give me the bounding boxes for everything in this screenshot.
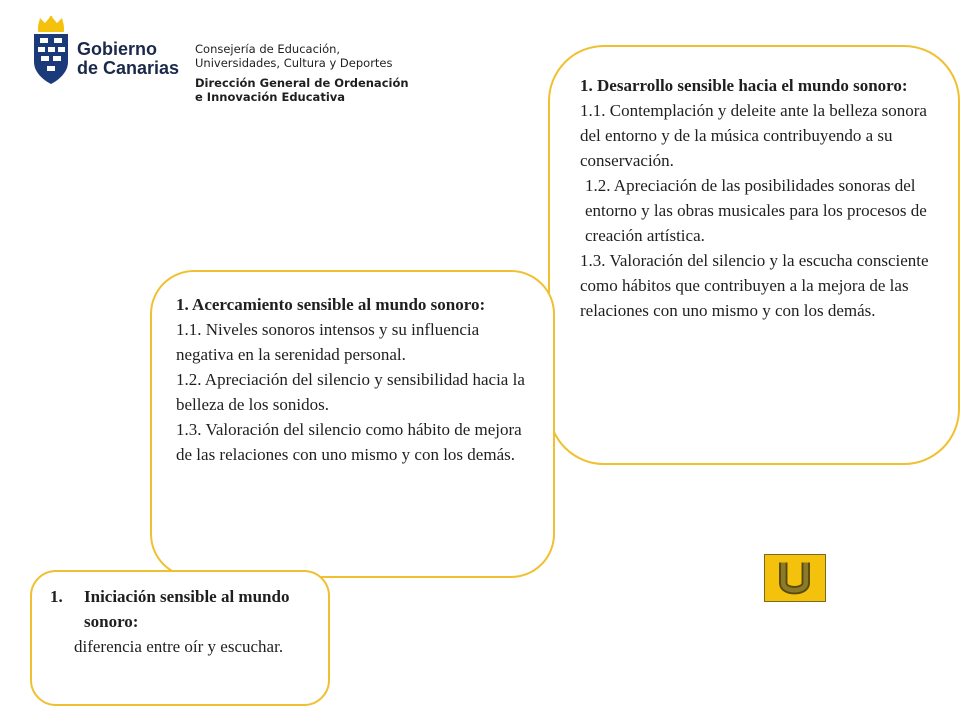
level-2-item-1: 1.1. Niveles sonoros intensos y su influencia negativa en la serenidad personal. [176,320,480,364]
return-button[interactable] [764,554,826,602]
level-3-item-2: 1.2. Apreciación de las posibilidades sonoras del entorno y las obras musicales para los procesos de creación artística. [585,176,927,245]
level-1-title: Iniciación sensible al mundo sonoro: [84,587,290,631]
level-2-item-3: 1.3. Valoración del silencio como hábito de mejora de las relaciones con uno mismo y con los demás. [176,420,522,464]
level-2-title: 1. Acercamiento sensible al mundo sonoro: [176,295,486,314]
level-2-item-2: 1.2. Apreciación del silencio y sensibilidad hacia la belleza de los sonidos. [176,370,525,414]
logo-line-1: Gobierno [77,39,157,59]
dept-line-4: e Innovación Educativa [195,90,346,104]
gobierno-de-canarias-logo [30,16,409,106]
level-3-item-1: 1.1. Contemplación y deleite ante la belleza sonora del entorno y de la música contribuyendo a su conservación. [580,101,927,170]
logo-text [77,40,179,78]
dept-line-3: Dirección General de Ordenación [195,76,409,90]
level-1-number: 1. [50,587,63,606]
department-text [195,42,415,104]
logo-line-2: de Canarias [77,58,180,78]
level-1-title-row [50,584,318,634]
coat-of-arms-icon [30,16,72,88]
level-2-box [150,270,555,578]
level-1-box [30,570,330,706]
u-turn-return-icon [765,555,824,600]
level-3-box [548,45,960,465]
dept-line-2: Universidades, Cultura y Deportes [195,56,393,70]
dept-line-1: Consejería de Educación, [195,42,341,56]
level-3-title: 1. Desarrollo sensible hacia el mundo sonoro: [580,76,908,95]
level-1-body: diferencia entre oír y escuchar. [74,637,284,656]
level-3-item-3: 1.3. Valoración del silencio y la escucha consciente como hábitos que contribuyen a la mejora de las relaciones con uno mismo y con los demás. [580,251,929,320]
